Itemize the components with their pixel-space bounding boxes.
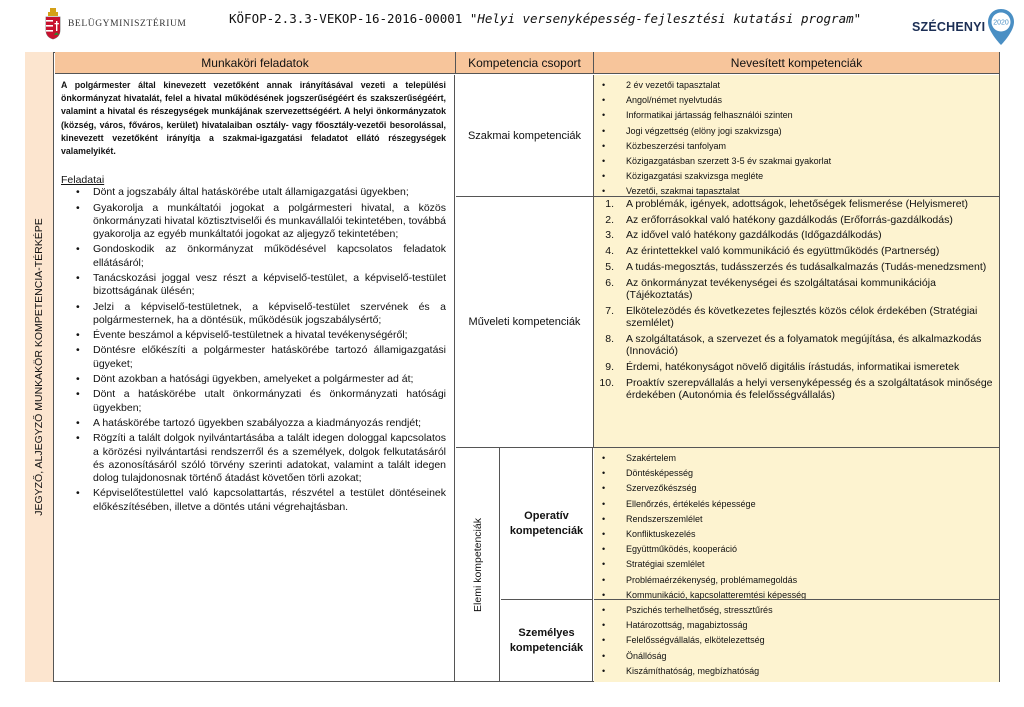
list-item: • Stratégiai szemlélet	[594, 557, 999, 572]
header-nevesitett-kompetenciak: Nevesített kompetenciák	[594, 52, 999, 74]
list-item	[594, 377, 999, 402]
list-item: • Felelősségvállalás, elkötelezettség	[594, 633, 999, 648]
list-item: • Pszichés terhelhetőség, stressztűrés	[594, 603, 999, 618]
item-number: 7.	[605, 304, 614, 317]
project-name: "Helyi versenyképesség-fejlesztési kutatási program"	[469, 11, 862, 26]
list-item: • Szervezőkészség	[594, 481, 999, 496]
list-item	[594, 333, 999, 358]
szechenyi-wordmark: SZÉCHENYI	[912, 20, 986, 34]
item-text: Az érintettekkel való kommunikáció és együttműködés (Partnerség)	[626, 245, 940, 258]
project-code: KÖFOP-2.3.3-VEKOP-16-2016-00001	[229, 11, 463, 26]
document-title	[229, 11, 861, 26]
item-text: A szolgáltatások, a szervezet és a folyamatok megújítása, és alkalmazkodás (Innováció)	[626, 332, 982, 358]
hungarian-crest-icon	[44, 8, 62, 40]
pin-year: 2020	[993, 19, 1010, 27]
subgroup-operativ: Operatív kompetenciák	[501, 448, 593, 600]
list-item	[594, 261, 999, 273]
item-text: Elkötelezödés és következetes fejlesztés közös célok érdekében (Stratégiai szemlélet)	[626, 304, 978, 330]
list-item	[594, 214, 999, 226]
list-item: • Döntésképesség	[594, 466, 999, 481]
list-item: • Együttműködés, kooperáció	[594, 542, 999, 557]
group-muveleti: Műveleti kompetenciák	[456, 197, 594, 448]
job-description: A polgármester által kinevezett vezetőként annak irányításával vezeti a települési önkormányzat hivatalát, felel a hivatal működésének jogszerűségéért és szakszerűségéért, valamint a hivatal és részegységek munkájának szervezettségéért. A helyi önkormányzatok (község, város, főváros, kerület) hivatalaiban osztály- vagy főosztály-vezetői besorolással, kinevezett vezetőként irányítja a szakmai-igazgatási feladatot ellátó részegységek valamelyikét.	[61, 80, 446, 157]
muveleti-list	[594, 197, 999, 401]
item-number: 6.	[605, 276, 614, 289]
list-item: • Önállóság	[594, 649, 999, 664]
vertical-label-column	[25, 52, 54, 682]
szemelyes-competencies	[594, 600, 999, 682]
list-item	[594, 245, 999, 257]
item-text: Az erőforrásokkal való hatékony gazdálkodás (Erőforrás-gazdálkodás)	[626, 213, 953, 226]
page-header	[0, 0, 1024, 52]
list-item: • Jogi végzettség (elöny jogi szakvizsga)	[594, 124, 999, 139]
item-text: Az idővel való hatékony gazdálkodás (Időgazdálkodás)	[626, 229, 882, 242]
item-number: 10.	[599, 376, 614, 389]
list-item: • Közigazgatási szakvizsga megléte	[594, 169, 999, 184]
list-item	[594, 361, 999, 373]
item-text: A tudás-megosztás, tudásszerzés és tudásalkalmazás (Tudás-menedzsment)	[626, 260, 987, 273]
list-item: • Problémaérzékenység, problémamegoldás	[594, 573, 999, 588]
task-item: • Képviselőtestülettel való kapcsolattartás, részvétel a testület döntéseinek előkészítésében, illetve a döntés utáni végrehajtásban.	[65, 487, 446, 514]
task-item: • Tanácskozási joggal vesz részt a képviselő-testület, a képviselő-testület bizottságának ülésén;	[65, 272, 446, 299]
list-item	[594, 198, 999, 210]
task-item: • Jelzi a képviselő-testületnek, a képviselő-testület szervének és a polgármesternek, ha a döntésük, működésük jogszabálysértő;	[65, 301, 446, 328]
list-item: • Ellenőrzés, értékelés képessége	[594, 497, 999, 512]
list-item: • Informatikai jártasság felhasználói szinten	[594, 108, 999, 123]
task-item: • Dönt a jogszabály által hatáskörébe utalt államigazgatási ügyekben;	[65, 186, 446, 199]
szakmai-competencies	[594, 75, 999, 197]
task-list	[65, 186, 446, 514]
task-item: • Gyakorolja a munkáltatói jogokat a polgármesteri hivatal, a közös önkormányzati hivatal köztisztviselői és munkavállalói tekintetében, továbbá gyakorolja az egyéb munkáltatói jogokat az aljegyző tekintetében;	[65, 202, 446, 242]
tasks-heading: Feladatai	[61, 174, 105, 187]
list-item: • Rendszerszemlélet	[594, 512, 999, 527]
subgroup-szemelyes: Személyes kompetenciák	[501, 600, 593, 682]
vertical-table-label: JEGYZŐ, ALJEGYZŐ MUNKAKÖR KOMPETENCIA-TÉRKÉPE	[33, 218, 45, 516]
list-item	[594, 277, 999, 302]
operativ-list	[594, 448, 999, 600]
group-elemi	[456, 448, 500, 682]
item-number: 1.	[605, 198, 614, 210]
task-item: • Gondoskodik az önkormányzat működésével kapcsolatos feladatok ellátásáról;	[65, 243, 446, 270]
task-item: • Döntésre előkészíti a polgármester hatáskörébe tartozó államigazgatási ügyeket;	[65, 344, 446, 371]
list-item: • Konfliktuskezelés	[594, 527, 999, 542]
task-item: • Rögzíti a talált dolgok nyilvántartásába a talált idegen dologgal kapcsolatos a körözési nyilvántartási rendszerről és a személyek, dolgok felkutatásáról és azonosításáról szóló törvény szerinti adatokat, valamint a talált idegen dolog tulajdonosnak történő átadást követően törli azokat;	[65, 432, 446, 485]
list-item: • 2 év vezetői tapasztalat	[594, 78, 999, 93]
map-pin-icon	[986, 8, 1016, 46]
ministry-name: BELÜGYMINISZTÉRIUM	[68, 19, 187, 29]
group-szakmai: Szakmai kompetenciák	[456, 75, 594, 197]
list-item: • Közbeszerzési tanfolyam	[594, 139, 999, 154]
szemelyes-list	[594, 600, 999, 679]
item-number: 5.	[605, 260, 614, 273]
szechenyi-logo	[912, 8, 1016, 46]
item-text: Érdemi, hatékonyságot növelő digitális írástudás, informatikai ismeretek	[626, 360, 960, 373]
list-item: • Kommunikáció, kapcsolatteremtési képesség	[594, 588, 999, 600]
list-item: • Szakértelem	[594, 451, 999, 466]
szakmai-list	[594, 75, 999, 197]
operativ-competencies	[594, 448, 999, 600]
task-item: • Dönt azokban a hatósági ügyekben, amelyeket a polgármester ad át;	[65, 373, 446, 386]
ministry-logo	[44, 8, 186, 40]
list-item: • Kiszámíthatóság, megbízhatóság	[594, 664, 999, 679]
job-tasks-column	[55, 75, 455, 681]
item-text: A problémák, igények, adottságok, lehetőségek felismerése (Helyismeret)	[626, 198, 968, 210]
muveleti-competencies	[594, 197, 999, 448]
elemi-label: Elemi kompetenciák	[471, 518, 484, 612]
task-item: • Évente beszámol a képviselő-testületnek a hivatal tevékenységéről;	[65, 329, 446, 342]
item-text: Proaktív szerepvállalás a helyi versenyképesség és a szolgáltatások minősége érdekében (Autonómia és felelősségvállalás)	[626, 376, 993, 401]
item-text: Az önkormányzat tevékenységei és szolgáltatásai kommunikációja (Tájékoztatás)	[626, 276, 936, 301]
item-number: 9.	[605, 360, 614, 373]
item-number: 4.	[605, 245, 614, 258]
item-number: 2.	[605, 213, 614, 226]
item-number: 8.	[605, 332, 614, 345]
header-kompetencia-csoport: Kompetencia csoport	[456, 52, 594, 74]
list-item: • Angol/német nyelvtudás	[594, 93, 999, 108]
item-number: 3.	[605, 229, 614, 242]
task-item: • Dönt a hatáskörébe utalt önkormányzati és önkormányzati hatósági ügyekben;	[65, 388, 446, 415]
list-item	[594, 305, 999, 330]
list-item: • Közigazgatásban szerzett 3-5 év szakmai gyakorlat	[594, 154, 999, 169]
task-item: • A hatáskörébe tartozó ügyekben szabályozza a kiadmányozás rendjét;	[65, 417, 446, 430]
list-item	[594, 229, 999, 241]
list-item: • Vezetői, szakmai tapasztalat	[594, 184, 999, 197]
header-munkakori-feladatok: Munkaköri feladatok	[55, 52, 456, 74]
list-item: • Határozottság, magabiztosság	[594, 618, 999, 633]
